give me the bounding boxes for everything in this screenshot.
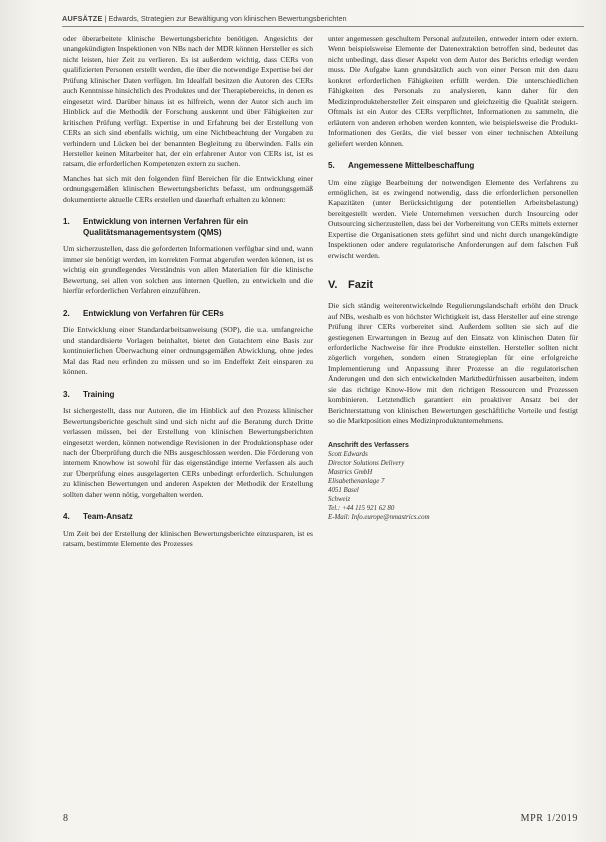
address-line: 4051 Basel (328, 487, 359, 495)
paragraph: Um sicherzustellen, dass die geforderten Informationen verfügbar sind und, wann immer sie benötigt werden, im korrekten Format abgerufen werden können, ist es wichtig ein grundlegendes Verständnis von allen Materialien für die klinische Bewertung, sei allen von solchen aus internen Quellen, zu entwickeln und die hierfür erforderlichen Verfahren einzuführen. (63, 244, 313, 296)
paragraph: Die Entwicklung einer Standardarbeitsanweisung (SOP), die u.a. umfangreiche und standardisierte Vorlagen beinhaltet, bietet den Gutachtern eine Basis zur kontinuierlichen Überwachung einer ordnungsgemäßen Abwicklung, ohne jedes Mal das Rad neu erfinden zu müssen und so im Endeffekt Zeit einsparen zu können. (63, 325, 313, 377)
header-title: Edwards, Strategien zur Bewältigung von klinischen Bewertungsberichten (108, 14, 347, 23)
subheading-number: 1. (63, 217, 70, 227)
paragraph: Ist sichergestellt, dass nur Autoren, die im Hinblick auf den Prozess klinischer Bewertungsberichte geschult sind und sich nicht auf die Beratung durch Dritte verlassen müssen, bei der Erstellung von klinischen Bewertungsberichten eingesetzt werden, können notwendige Revisionen in der Produktionsphase oder nach der Überprüfung durch die NBs ausgeschlossen werden. Die Förderung von internem Knowhow ist sowohl für das eigenständige interne Verfassen als auch zur Überprüfung eines ausgelagerten CERs unbedingt erforderlich. Schulungen zu klinischen Bewertungen und anderen Aspekten der Methodik der Erstellung sollten daher wenn nötig, vorgehalten werden. (63, 406, 313, 499)
subheading-1 (63, 217, 313, 238)
paragraph: unter angemessen geschultem Personal aufzuteilen, entweder intern oder extern. Wenn beispielsweise Elemente der Datenextraktion betroffen sind, bedeutet das nicht unbedingt, dass dieser Aspekt von dem Autor des Berichts erledigt werden muss. Die Aufgabe kann grundsätzlich auch von einer Person mit den dazu konkret erforderlichen Fähigkeiten erfüllt werden. Die unterschiedlichen Fähigkeiten des Personals zu analysieren, kann daher für den Medizinproduktehersteller Zeit einsparen und gleichzeitig die Qualität steigern. Oftmals ist ein Autor des CERs verpflichtet, Informationen zu sammeln, die erläutern von anderen erhoben werden konnten, wie beispielsweise die Produkt-Informationen des Geräts, die viel besser von einer technischen Abteilung geliefert werden können. (328, 34, 578, 148)
page-number: 8 (63, 813, 68, 824)
paragraph: Um Zeit bei der Erstellung der klinischen Bewertungsberichte einzusparen, ist es ratsam, bestimmte Elemente des Prozesses (63, 528, 313, 549)
subheading-5 (328, 161, 578, 172)
subheading-3 (63, 390, 313, 401)
subheading-2 (63, 309, 313, 320)
address-line: Director Solutions Delivery (328, 459, 405, 467)
right-column (328, 34, 578, 522)
subheading-number: 5. (328, 160, 335, 170)
subheading-title: Entwicklung von Verfahren für CERs (83, 308, 224, 318)
journal-issue: MPR 1/2019 (520, 813, 578, 824)
address-title: Anschrift des Verfassers (328, 441, 409, 449)
paragraph: Die sich ständig weiterentwickelnde Regulierungslandschaft erhöht den Druck auf NBs, weshalb es von höchster Wichtigkeit ist, dass Hersteller auf eine strenge Prüfung ihrer CERs vorbereitet sind. Außerdem sollten sie sich auf die gestiegenen Erwartungen in Bezug auf den Einsatz von klinischen Daten für erforderliche Nachweise für ihre Produkte einstellen. Hersteller sollten nicht zögerlich vorgehen, sondern einen Strategieplan für eine erfolgreiche Implementierung und Anpassung ihrer Prozesse an die regulatorischen Änderungen und den sich entwickelnden Marktbedürfnissen ausarbeiten, indem sie das richtige Know-How mit den richtigen Ressourcen und Prozessen kombinieren. Letztendlich garantiert ein proaktiver Ansatz bei der Berichterstattung von klinischen Bewertungen geschäftliche Vorteile und festigt so die Marktposition eines Medizinproduktunternehmens. (328, 301, 578, 426)
address-line: Tel.: +44 115 921 62 80 (328, 505, 395, 513)
address-line: Schweiz (328, 496, 351, 504)
subheading-number: 4. (63, 512, 70, 522)
section-heading-fazit (328, 279, 578, 291)
section-number: V. (328, 279, 338, 292)
subheading-number: 2. (63, 308, 70, 318)
section-title: Fazit (348, 279, 374, 292)
subheading-title: Entwicklung von internen Verfahren für ein Qualitätsmanagementsystem (QMS) (83, 217, 249, 237)
paragraph: Um eine zügige Bearbeitung der notwendigen Elemente des Verfahrens zu ermöglichen, ist es zwingend notwendig, dass die erforderlichen personellen Kapazitäten (unter Berücksichtigung der potentiellen Arbeitsbelastung) bereitgestellt werden. Viele Unternehmen versuchen durch Insourcing oder Outsourcing sicherzustellen, dass bei der Vorbereitung von CERs mittels externer Expertise die Organisationen stets geführt sind und nicht durch unangekündigte Inspektionen oder andere regulatorische Anforderungen auf dem falschen Fuß erwischt werden. (328, 177, 578, 260)
header-separator: | (104, 14, 107, 23)
address-line: Elisabethenanlage 7 (328, 478, 385, 486)
address-line: Scott Edwards (328, 450, 368, 458)
running-header (62, 14, 582, 23)
header-section: AUFSÄTZE (62, 14, 103, 23)
subheading-title: Training (83, 389, 115, 399)
left-column (63, 34, 313, 554)
subheading-title: Angemessene Mittelbeschaffung (348, 160, 475, 170)
paragraph: oder überarbeitete klinische Bewertungsberichte benötigen. Angesichts der unangekündigten Inspektionen von NBs nach der MDR können Hersteller es sich nicht leisten, hier Zeit zu verlieren. Es ist außerdem wichtig, dass CERs von qualifizierten Personen erstellt werden, die über die notwendige Expertise bei der Prüfung klinischer Daten verfügen. Im Idealfall besitzen die Autoren des CERs auch Kenntnisse hinsichtlich des Produktes und der Therapiebereichs, in denen es eingesetzt wird. Darüber hinaus ist es hilfreich, wenn der Autor sich auch im Hinblick auf die Methodik der Forschung auskennt und über Fähigkeiten zur kritischen Prüfung verfügt. Expertise in und Erfahrung bei der Erstellung von CERs an sich sind ebenfalls wichtig, um eine Nichtbeachtung der Vorgaben zu verhindern und Lücken bei der benannten Begleitung zu überwinden. Falls ein Hersteller keinen Mitarbeiter hat, der ein erfahrener Autor von CERs ist, ist es ratsam, die erforderlichen Kompetenzen extern zu suchen. (63, 34, 313, 169)
author-address (328, 441, 578, 523)
subheading-title: Team-Ansatz (83, 512, 133, 522)
header-rule (62, 26, 584, 27)
address-line: Mastrics GmbH (328, 468, 373, 476)
address-email: E-Mail: Info.europe@nmastrics.com (328, 514, 430, 522)
subheading-4 (63, 512, 313, 523)
subheading-number: 3. (63, 389, 70, 399)
paragraph: Manches hat sich mit den folgenden fünf Bereichen für die Entwicklung einer ordnungsgemäßen klinischen Bewertungsberichts befasst, um ordnungsgemäß dokumentierte aktuelle CERs erstellen und dauerhaft erhalten zu können: (63, 173, 313, 204)
